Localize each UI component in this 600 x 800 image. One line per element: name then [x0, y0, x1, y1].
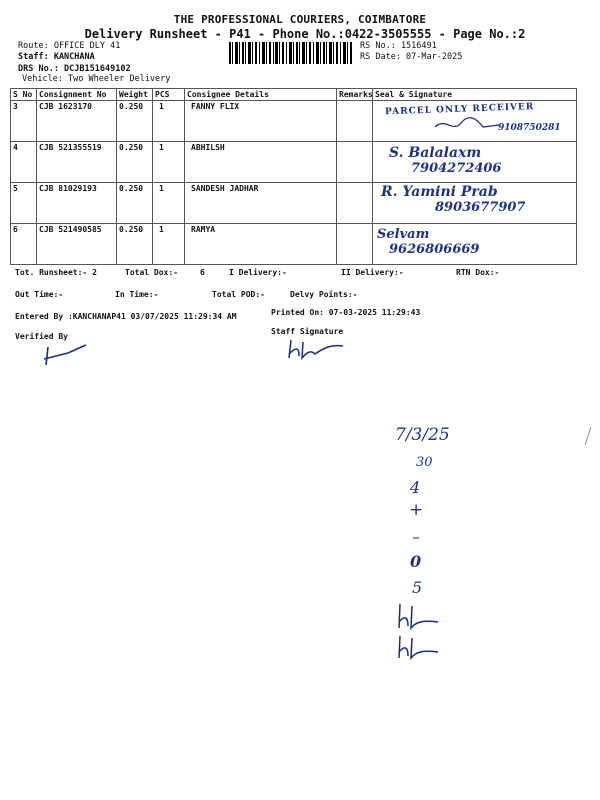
cell-weight: 0.250 [117, 142, 153, 183]
signature-scribble [433, 113, 503, 135]
verified-signature [38, 343, 88, 369]
rtn-dox-label: RTN Dox:- [456, 268, 500, 277]
initials-scribble-1 [396, 602, 440, 632]
cell-pcs: 1 [153, 183, 185, 224]
tot-runsheet: Tot. Runsheet:- 2 [15, 268, 97, 277]
cell-consignee: SANDESH JADHAR [185, 183, 337, 224]
out-time-label: Out Time:- [15, 290, 64, 299]
staff-signature [285, 336, 345, 362]
cell-consignment: CJB 521490585 [37, 224, 117, 265]
note-30: 30 [416, 455, 433, 470]
cell-consignment: CJB 1623170 [37, 101, 117, 142]
route-label: Route: OFFICE DLY 41 [18, 41, 121, 51]
col-consignment: Consignment No [37, 89, 117, 101]
cell-remarks [337, 224, 373, 265]
signature-phone: 9108750281 [498, 123, 561, 133]
signature-text: R. Yamini Prab [381, 184, 498, 200]
i-delivery-label: I Delivery:- [229, 268, 287, 277]
staff-label: Staff: KANCHANA [18, 52, 95, 62]
note-4: 4 [410, 478, 421, 497]
total-dox-value: 6 [200, 268, 205, 277]
table-row [11, 101, 577, 142]
note-dash: – [412, 527, 420, 546]
cell-consignee: FANNY FLIX [185, 101, 337, 142]
cell-seal [373, 142, 577, 183]
company-title: THE PROFESSIONAL COURIERS, COIMBATORE [173, 13, 427, 26]
cell-consignment: CJB 521355519 [37, 142, 117, 183]
rs-date: RS Date: 07-Mar-2025 [360, 52, 463, 62]
printed-on: Printed On: 07-03-2025 11:29:43 [271, 308, 421, 317]
cell-sno: 5 [11, 183, 37, 224]
runsheet-table [10, 88, 577, 265]
col-seal: Seal & Signature [373, 89, 577, 101]
delvy-points-label: Delvy Points:- [290, 290, 358, 299]
cell-remarks [337, 183, 373, 224]
note-zero: 0 [410, 552, 422, 571]
note-date: 7/3/25 [395, 425, 450, 445]
cell-seal [373, 224, 577, 265]
col-weight: Weight [117, 89, 153, 101]
cell-seal [373, 101, 577, 142]
drs-number: DRS No.: DCJB151649102 [18, 64, 131, 74]
signature-text: S. Balalaxm [389, 145, 482, 161]
col-pcs: PCS [153, 89, 185, 101]
cell-remarks [337, 142, 373, 183]
cell-sno: 6 [11, 224, 37, 265]
entered-by: Entered By :KANCHANAP41 03/07/2025 11:29:34 AM [15, 312, 237, 321]
table-row [11, 142, 577, 183]
total-pod-label: Total POD:- [212, 290, 265, 299]
in-time-label: In Time:- [115, 290, 159, 299]
col-remarks: Remarks [337, 89, 373, 101]
table-header-row [11, 89, 577, 101]
cell-consignment: CJB 81029193 [37, 183, 117, 224]
initials-scribble-2 [396, 634, 440, 664]
cell-pcs: 1 [153, 101, 185, 142]
note-plus: + [409, 500, 424, 520]
signature-phone: 7904272406 [411, 161, 502, 176]
margin-mark [582, 425, 594, 447]
signature-text: PARCEL ONLY RECEIVER [384, 102, 535, 118]
staff-signature-label: Staff Signature [271, 327, 344, 336]
note-5: 5 [412, 578, 423, 597]
total-dox-label: Total Dox:- [125, 268, 178, 277]
rs-number: RS No.: 1516491 [360, 41, 437, 51]
cell-consignee: ABHILSH [185, 142, 337, 183]
cell-consignee: RAMYA [185, 224, 337, 265]
cell-pcs: 1 [153, 142, 185, 183]
runsheet-subtitle: Delivery Runsheet - P41 - Phone No.:0422-3505555 - Page No.:2 [84, 27, 526, 41]
col-consignee: Consignee Details [185, 89, 337, 101]
cell-weight: 0.250 [117, 183, 153, 224]
signature-phone: 9626806669 [389, 242, 480, 257]
cell-pcs: 1 [153, 224, 185, 265]
col-sno: S No [11, 89, 37, 101]
cell-remarks [337, 101, 373, 142]
signature-phone: 8903677907 [435, 200, 526, 215]
cell-sno: 4 [11, 142, 37, 183]
cell-weight: 0.250 [117, 101, 153, 142]
barcode [229, 42, 353, 64]
table-row [11, 183, 577, 224]
cell-sno: 3 [11, 101, 37, 142]
vehicle-label: Vehicle: Two Wheeler Delivery [22, 74, 171, 84]
signature-text: Selvam [377, 227, 430, 242]
cell-seal [373, 183, 577, 224]
ii-delivery-label: II Delivery:- [341, 268, 404, 277]
verified-by-label: Verified By [15, 332, 68, 341]
cell-weight: 0.250 [117, 224, 153, 265]
table-row [11, 224, 577, 265]
